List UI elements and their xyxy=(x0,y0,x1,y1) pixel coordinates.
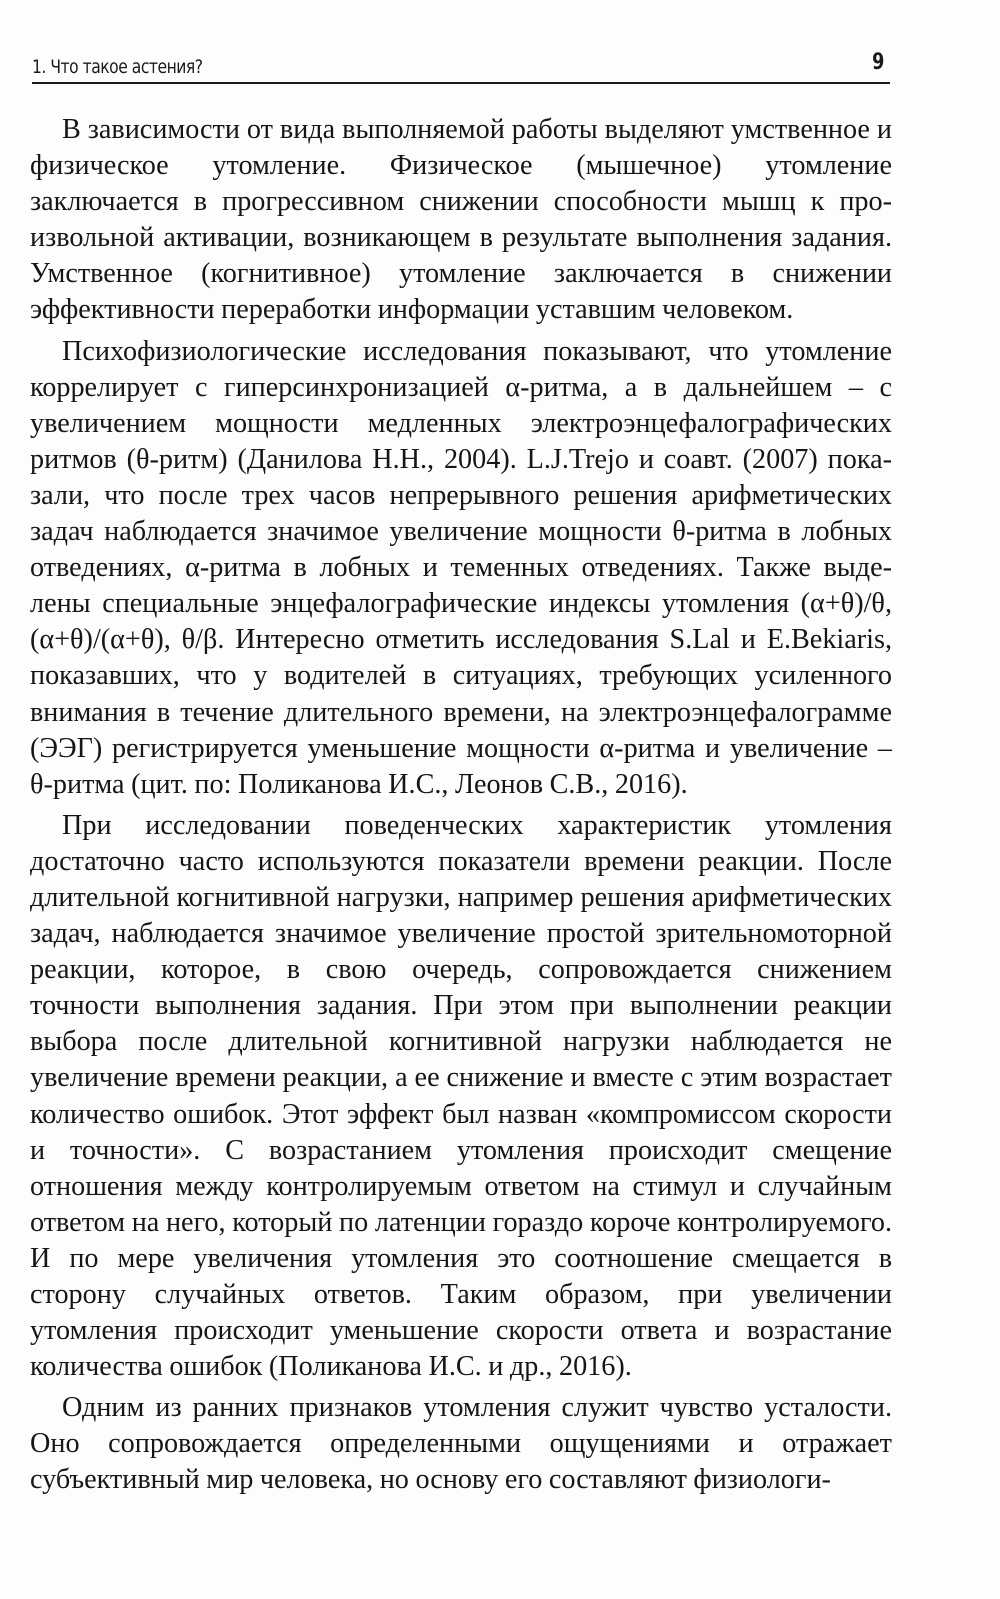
body-text xyxy=(30,112,892,1501)
paragraph-4: Одним из ранних признаков утомления служит чувство усталости. Оно сопровождается определенными ощущениями и отражает субъективный мир человека, но основу его составляют физиологи- xyxy=(30,1392,892,1496)
paragraph-1: В зависимости от вида выполняемой работы выделяют умственное и физическое утомление. Физическое (мышечное) утомление заключается в прогрессивном снижении способности мышц к произвольной активации, возникающем в результате выполнения задания. Умственное (когнитивное) утомление заключается в снижении эффективности переработки информации уставшим человеком. xyxy=(30,114,892,326)
paragraph-2: Психофизиологические исследования показывают, что утомление коррелирует с гиперсинхронизацией α-ритма, а в дальнейшем – с увеличением мощности медленных электроэнцефалографических ритмов (θ-ритм) (Данилова Н.Н., 2004). L.J.Trejo и соавт. (2007) показали, что после трех часов непрерывного решения арифметических задач наблюдается значимое увеличение мощности θ-ритма в лобных отведениях, α-ритма в лобных и теменных отведениях. Также выделены специальные энцефалографические индексы утомления (α+θ)/θ, (α+θ)/(α+θ), θ/β. Интересно отметить исследования S.Lal и E.Bekiaris, показавших, что у водителей в ситуациях, требующих усиленного внимания в течение длительного времени, на электроэнцефалограмме (ЭЭГ) регистрируется уменьшение мощности α-ритма и увеличение – θ-ритма (цит. по: Поликанова И.С., Леонов С.В., 2016). xyxy=(30,335,892,800)
paragraph-3: При исследовании поведенческих характеристик утомления достаточно часто используются показатели времени реакции. После длительной когнитивной нагрузки, например решения арифметических задач, наблюдается значимое увеличение простой зрительномоторной реакции, которое, в свою очередь, сопровождается снижением точности выполнения задания. При этом при выполнении реакции выбора после длительной когнитивной нагрузки наблюдается не увеличение времени реакции, а ее снижение и вместе с этим возрастает количество ошибок. Этот эффект был назван «компромиссом скорости и точности». С возрастанием утомления происходит смещение отношения между контролируемым ответом на стимул и случайным ответом на него, который по латенции гораздо короче контролируемого. И по мере увеличения утомления это соотношение смещается в сторону случайных ответов. Таким образом, при увеличении утомления происходит уменьшение скорости ответа и возрастание количества ошибок (Поликанова И.С. и др., 2016). xyxy=(30,809,892,1383)
page-number: 9 xyxy=(871,50,884,75)
chapter-title: 1. Что такое астения? xyxy=(32,56,203,78)
running-header xyxy=(32,48,890,84)
